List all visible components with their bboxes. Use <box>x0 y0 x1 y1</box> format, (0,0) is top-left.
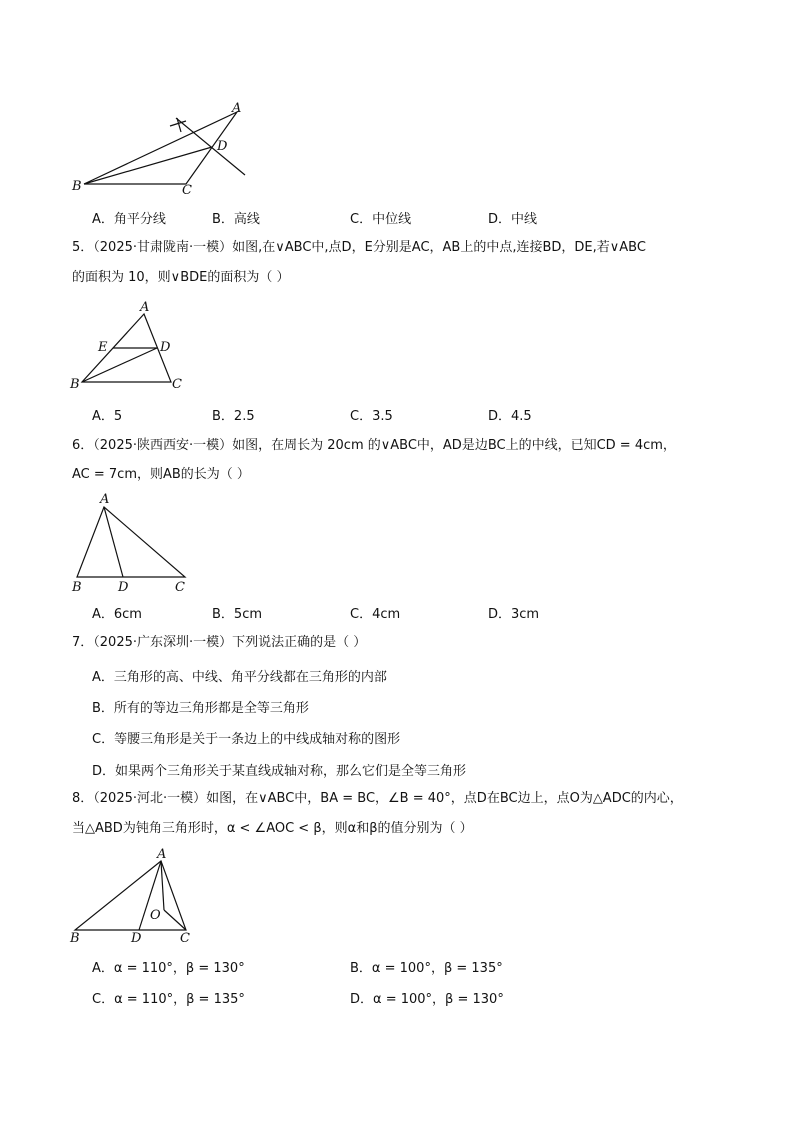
q8-option-c: C．α = 110°，β = 135° <box>92 992 245 1007</box>
label-a-q8: A <box>157 847 167 862</box>
q8-option-b: B．α = 100°，β = 135° <box>350 961 503 976</box>
q8-stem-line2: 当△ABD为钝角三角形时，α < ∠AOC < β，则α和β的值分别为（ ） <box>72 821 473 836</box>
q6-stem-line2: AC = 7cm，则AB的长为（ ） <box>72 467 250 482</box>
label-b-q8: B <box>70 931 80 946</box>
q8-option-d: D．α = 100°，β = 130° <box>350 992 504 1007</box>
q7-option-d: D．如果两个三角形关于某直线成轴对称，那么它们是全等三角形 <box>92 764 467 779</box>
triangle-abc-q8 <box>75 861 186 930</box>
label-a-q4: A <box>232 101 242 116</box>
q6-stem-line1: 6．（2025·陕西西安·一模）如图，在周长为 20cm 的∨ABC中，AD是边BC上的中线，已知CD = 4cm， <box>72 438 676 453</box>
q7-option-b: B．所有的等边三角形都是全等三角形 <box>92 701 309 716</box>
label-d-q8: D <box>131 931 142 946</box>
q6-option-a: A．6cm <box>92 607 142 622</box>
label-c-q8: C <box>180 931 190 946</box>
label-d-q6: D <box>118 580 129 595</box>
label-b-q5: B <box>70 377 80 392</box>
q8-option-a: A．α = 110°，β = 130° <box>92 961 245 976</box>
q4-option-b: B．高线 <box>212 212 260 227</box>
q5-option-d: D．4.5 <box>488 409 532 424</box>
label-b-q6: B <box>72 580 82 595</box>
label-c-q5: C <box>172 377 182 392</box>
q7-stem: 7．（2025·广东深圳·一模）下列说法正确的是（ ） <box>72 635 367 650</box>
q8-stem-line1: 8．（2025·河北·一模）如图，在∨ABC中，BA = BC，∠B = 40°，点D在BC边上，点O为△ADC的内心， <box>72 791 683 806</box>
q6-option-c: C．4cm <box>350 607 401 622</box>
q7-option-a: A．三角形的高、中线、角平分线都在三角形的内部 <box>92 670 387 685</box>
label-c-q6: C <box>175 580 185 595</box>
q5-option-b: B．2.5 <box>212 409 255 424</box>
q4-option-a: A．角平分线 <box>92 212 166 227</box>
q5-option-a: A．5 <box>92 409 123 424</box>
label-a-q5: A <box>140 300 150 315</box>
q6-option-d: D．3cm <box>488 607 540 622</box>
q6-option-b: B．5cm <box>212 607 263 622</box>
label-o-q8: O <box>150 908 161 923</box>
label-e-q5: E <box>98 340 108 355</box>
label-c-q4: C <box>182 183 192 198</box>
q5-option-c: C．3.5 <box>350 409 393 424</box>
q5-stem-line1: 5．（2025·甘肃陇南·一模）如图,在∨ABC中,点D，E分别是AC，AB上的中点,连接BD，DE,若∨ABC <box>72 240 646 255</box>
q7-option-c: C．等腰三角形是关于一条边上的中线成轴对称的图形 <box>92 732 401 747</box>
q4-option-d: D．中线 <box>488 212 538 227</box>
q4-option-c: C．中位线 <box>350 212 412 227</box>
label-b-q4: B <box>72 179 82 194</box>
label-d-q5: D <box>160 340 171 355</box>
q5-stem-line2: 的面积为 10，则∨BDE的面积为（ ） <box>72 270 290 285</box>
label-d-q4: D <box>217 139 228 154</box>
label-a-q6: A <box>100 492 110 507</box>
